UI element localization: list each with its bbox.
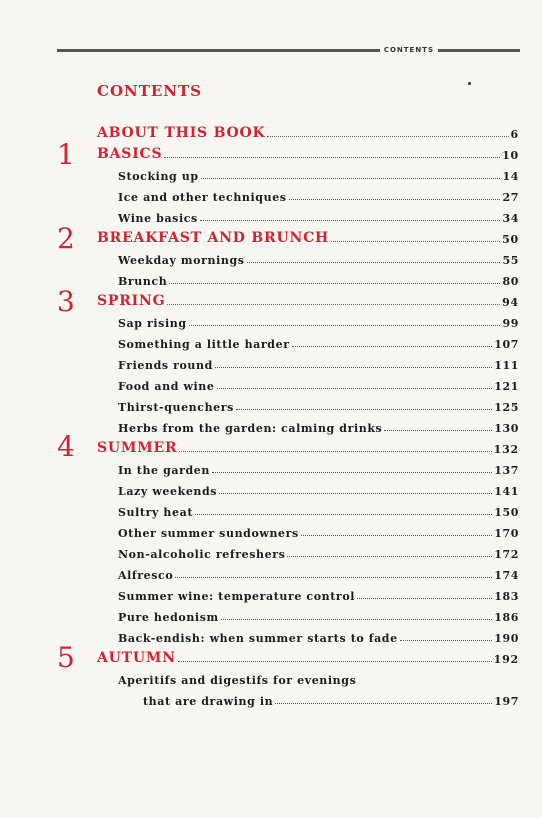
entry-label: SUMMER — [97, 440, 178, 456]
dot-leader — [179, 451, 491, 452]
entry-page: 150 — [494, 506, 519, 519]
entry-label: BREAKFAST AND BRUNCH — [97, 230, 330, 246]
toc-entry-about[interactable] — [97, 121, 519, 141]
dot-leader — [357, 598, 492, 599]
toc-entry-sultry-heat[interactable] — [118, 499, 519, 519]
entry-label: Aperitifs and digestifs for evenings — [118, 674, 357, 687]
running-head — [57, 44, 520, 56]
entry-label: Alfresco — [118, 569, 174, 582]
toc-entry-food-wine[interactable] — [118, 373, 519, 393]
entry-label: Stocking up — [118, 170, 199, 183]
entry-page: 99 — [502, 317, 519, 330]
dot-leader — [201, 178, 501, 179]
toc-entry-pure-hedonism[interactable] — [118, 604, 519, 624]
entry-label: In the garden — [118, 464, 210, 477]
entry-label: Summer wine: temperature control — [118, 590, 356, 603]
entry-label: Herbs from the garden: calming drinks — [118, 422, 383, 435]
entry-page: 10 — [502, 149, 519, 162]
entry-label: Lazy weekends — [118, 485, 218, 498]
dot-leader — [217, 388, 493, 389]
entry-page: 121 — [494, 380, 519, 393]
entry-label: Something a little harder — [118, 338, 290, 351]
toc-entry-summer[interactable] — [97, 436, 519, 456]
dot-leader — [236, 409, 492, 410]
toc-entry-non-alcoholic[interactable] — [118, 541, 519, 561]
dot-leader — [400, 640, 493, 641]
entry-label: AUTUMN — [97, 650, 176, 666]
entry-page: 34 — [502, 212, 519, 225]
toc-entry-autumn[interactable] — [97, 646, 519, 666]
entry-label: Pure hedonism — [118, 611, 219, 624]
dot-leader — [301, 535, 492, 536]
entry-label: Non-alcoholic refreshers — [118, 548, 286, 561]
entry-label: Sultry heat — [118, 506, 194, 519]
toc-entry-stocking-up[interactable] — [118, 163, 519, 183]
entry-page: 130 — [494, 422, 519, 435]
chapter-numeral-4: 4 — [57, 430, 75, 463]
dot-leader — [215, 367, 492, 368]
toc-entry-ice[interactable] — [118, 184, 519, 204]
entry-page: 27 — [502, 191, 519, 204]
dot-leader — [164, 157, 500, 158]
entry-page: 186 — [494, 611, 519, 624]
dot-leader — [178, 661, 492, 662]
entry-label: Brunch — [118, 275, 168, 288]
dot-leader — [287, 556, 492, 557]
toc-entry-sundowners[interactable] — [118, 520, 519, 540]
entry-page: 170 — [494, 527, 519, 540]
entry-page: 197 — [494, 695, 519, 708]
dot-leader — [247, 262, 501, 263]
header-rule-left — [57, 49, 380, 52]
dot-leader — [175, 577, 492, 578]
toc-entry-something-harder[interactable] — [118, 331, 519, 351]
dot-leader — [275, 703, 492, 704]
entry-label: BASICS — [97, 146, 163, 162]
entry-page: 190 — [494, 632, 519, 645]
dot-leader — [167, 304, 500, 305]
dot-leader — [195, 514, 492, 515]
entry-label: Friends round — [118, 359, 213, 372]
toc-entry-herbs[interactable] — [118, 415, 519, 435]
chapter-numeral-3: 3 — [57, 285, 75, 318]
entry-page: 174 — [494, 569, 519, 582]
toc-entry-breakfast[interactable] — [97, 226, 519, 246]
entry-label: Thirst-quenchers — [118, 401, 234, 414]
toc-entry-weekday[interactable] — [118, 247, 519, 267]
entry-label: Back-endish: when summer starts to fade — [118, 632, 398, 645]
entry-page: 132 — [493, 443, 519, 456]
dot-leader — [169, 283, 500, 284]
entry-page: 125 — [494, 401, 519, 414]
toc-entry-wine-basics[interactable] — [118, 205, 519, 225]
entry-label: Weekday mornings — [118, 254, 245, 267]
entry-page: 50 — [502, 233, 519, 246]
entry-page: 183 — [494, 590, 519, 603]
toc-entry-thirst-quenchers[interactable] — [118, 394, 519, 414]
chapter-numeral-5: 5 — [57, 641, 75, 674]
chapter-numeral-1: 1 — [57, 138, 75, 171]
entry-page: 172 — [494, 548, 519, 561]
toc-entry-brunch[interactable] — [118, 268, 519, 288]
dot-leader — [219, 493, 492, 494]
dot-leader — [292, 346, 493, 347]
dot-leader — [200, 220, 501, 221]
entry-page: 137 — [494, 464, 519, 477]
entry-label: ABOUT THIS BOOK — [97, 125, 266, 141]
page-title: CONTENTS — [97, 82, 203, 100]
toc-entry-lazy-weekends[interactable] — [118, 478, 519, 498]
header-rule-right — [438, 49, 520, 52]
entry-label: Wine basics — [118, 212, 198, 225]
toc-entry-sap-rising[interactable] — [118, 310, 519, 330]
toc-entry-in-the-garden[interactable] — [118, 457, 519, 477]
entry-label: SPRING — [97, 293, 166, 309]
entry-page: 6 — [510, 128, 519, 141]
dot-leader — [189, 325, 501, 326]
toc-entry-aperitifs-cont[interactable] — [143, 688, 519, 708]
ink-dot — [468, 82, 471, 85]
toc-entry-summer-wine[interactable] — [118, 583, 519, 603]
running-head-label: CONTENTS — [383, 46, 434, 54]
entry-label: Ice and other techniques — [118, 191, 287, 204]
dot-leader — [384, 430, 492, 431]
dot-leader — [221, 619, 493, 620]
dot-leader — [212, 472, 492, 473]
entry-page: 107 — [494, 338, 519, 351]
dot-leader — [331, 241, 500, 242]
entry-page: 141 — [494, 485, 519, 498]
dot-leader — [267, 136, 508, 137]
toc-entry-spring[interactable] — [97, 289, 519, 309]
toc-entry-aperitifs[interactable] — [118, 667, 519, 687]
entry-page: 192 — [493, 653, 519, 666]
entry-label: Sap rising — [118, 317, 187, 330]
entry-label: Other summer sundowners — [118, 527, 299, 540]
entry-page: 111 — [494, 359, 519, 372]
entry-page: 14 — [502, 170, 519, 183]
chapter-numeral-2: 2 — [57, 222, 75, 255]
entry-page: 55 — [502, 254, 519, 267]
toc-entry-friends-round[interactable] — [118, 352, 519, 372]
toc-entry-basics[interactable] — [97, 142, 519, 162]
entry-label: Food and wine — [118, 380, 215, 393]
entry-page: 94 — [502, 296, 519, 309]
toc-entry-alfresco[interactable] — [118, 562, 519, 582]
toc-entry-back-endish[interactable] — [118, 625, 519, 645]
dot-leader — [289, 199, 501, 200]
entry-label: that are drawing in — [143, 695, 274, 708]
entry-page: 80 — [502, 275, 519, 288]
